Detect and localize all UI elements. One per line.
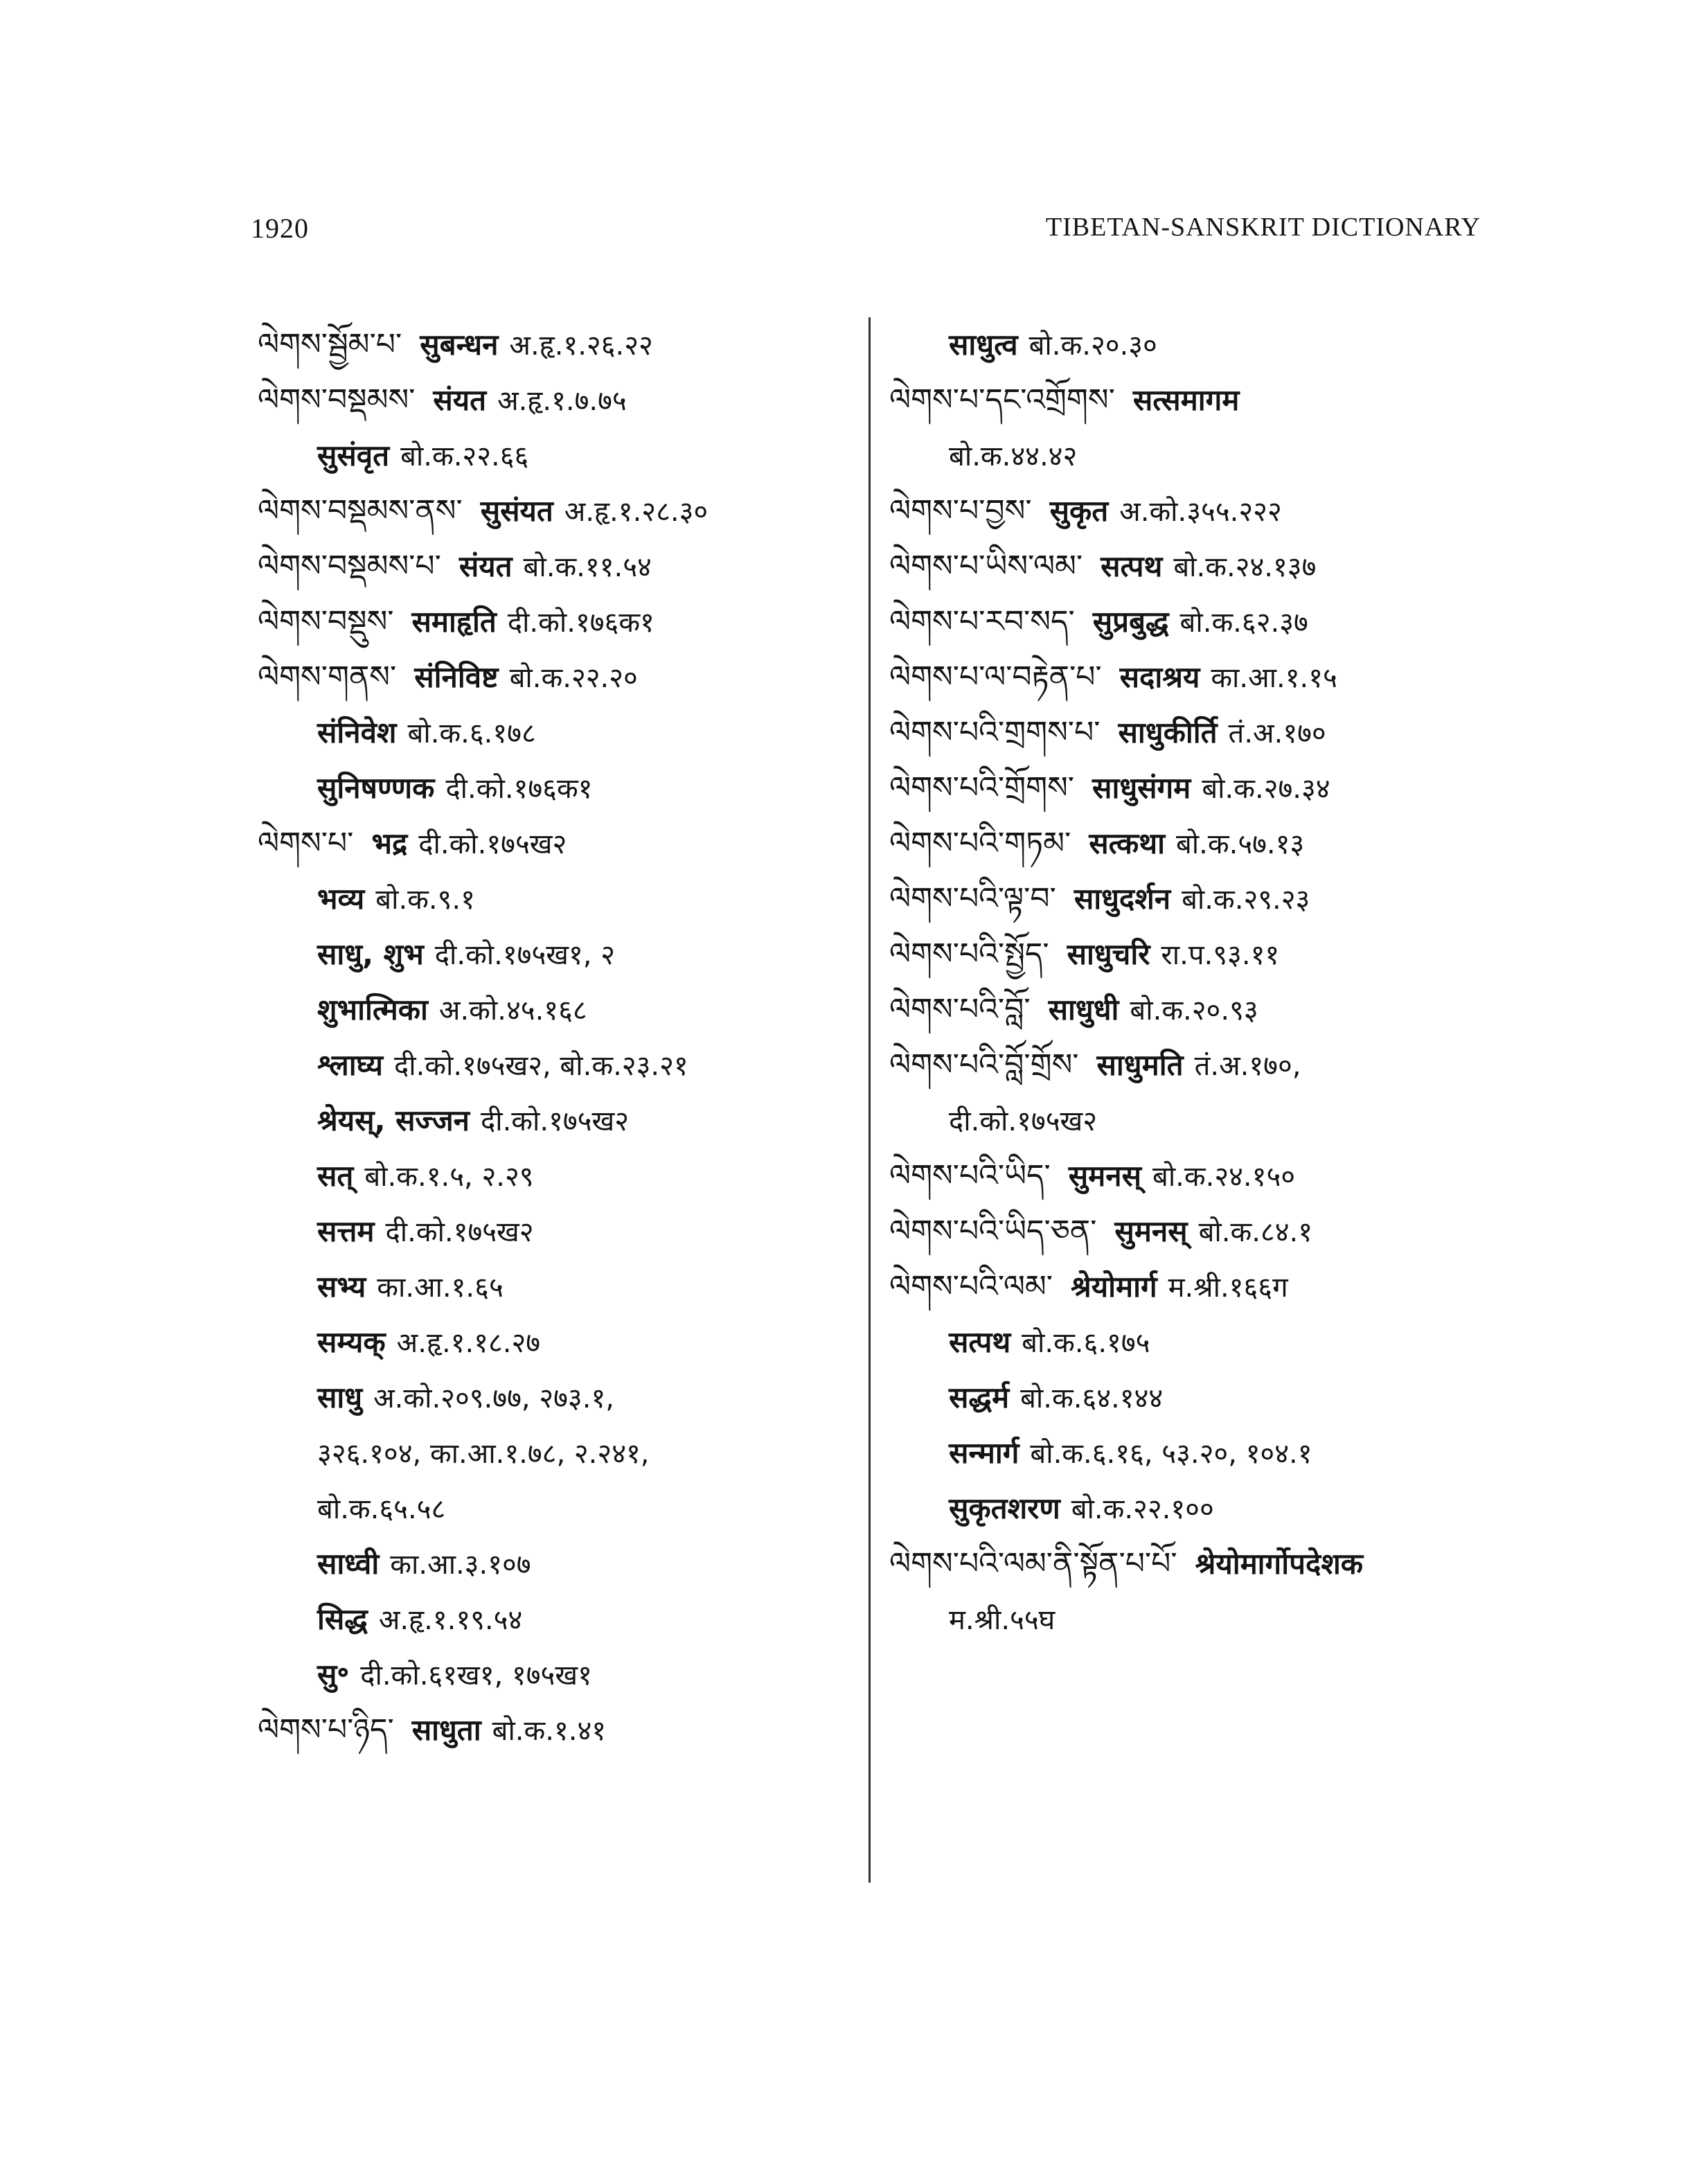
source-reference: दी.को.१७६क१ (445, 773, 593, 805)
dictionary-entry (258, 373, 867, 428)
tibetan-headword: ལེགས་པ་རབ་སད་ (889, 604, 1075, 639)
dictionary-entry (889, 816, 1513, 871)
dictionary-entry (889, 1259, 1513, 1315)
source-reference: अ.हृ.१.२८.३० (564, 496, 709, 528)
source-reference: अ.हृ.१.१८.२७ (396, 1327, 541, 1359)
sanskrit-equivalent: सुमनस् (1114, 1214, 1188, 1248)
source-reference: दी.को.६१ख१, १७५ख१ (360, 1660, 592, 1692)
sanskrit-equivalent: सुप्रबुद्ध (1092, 605, 1169, 639)
left-column (258, 317, 867, 1758)
dictionary-entry (889, 539, 1513, 594)
dictionary-entry (889, 1481, 1513, 1536)
tibetan-headword: ལེགས་པའི་ལམ་ནི་སྟོན་པ་པོ་ (889, 1546, 1177, 1581)
sanskrit-equivalent: साधु, शुभ (317, 937, 424, 971)
sanskrit-equivalent: संनिवेश (317, 716, 397, 749)
dictionary-entry (258, 705, 867, 761)
right-column (889, 317, 1513, 1647)
source-reference: बो.क.१.५, २.२९ (364, 1161, 534, 1193)
source-reference: बो.क.२४.१५० (1152, 1161, 1296, 1193)
tibetan-headword: ལེགས་གནས་ (258, 659, 397, 695)
source-reference: अ.हृ.१.२६.२२ (509, 330, 653, 362)
source-reference: अ.हृ.१.१९.५४ (378, 1604, 523, 1636)
sanskrit-equivalent: संनिविष्ट (414, 660, 499, 694)
dictionary-entry (258, 871, 867, 927)
dictionary-entry (258, 1592, 867, 1647)
source-reference: बो.क.२४.१३७ (1173, 551, 1317, 583)
sanskrit-equivalent: संयत (433, 383, 487, 417)
tibetan-headword: ལེགས་བསྡམས་ (258, 382, 416, 418)
tibetan-headword: ལེགས་པ་ (258, 826, 354, 861)
dictionary-entry (258, 982, 867, 1038)
source-reference: बो.क.९.१ (375, 884, 475, 916)
sanskrit-equivalent: साध्वी (317, 1547, 380, 1581)
tibetan-headword: ལེགས་པའི་སྤྱོད་ (889, 936, 1049, 972)
dictionary-entry (258, 1536, 867, 1592)
source-reference: दी.को.१७६क१ (507, 607, 654, 639)
source-reference: का.आ.१.१५ (1211, 662, 1337, 694)
sanskrit-equivalent: सत् (317, 1159, 354, 1193)
sanskrit-equivalent: सुमनस् (1068, 1159, 1141, 1193)
running-head: TIBETAN-SANSKRIT DICTIONARY (1045, 213, 1481, 242)
source-reference: बो.क.६५.५८ (317, 1493, 446, 1525)
sanskrit-equivalent: सत्पथ (949, 1325, 1011, 1359)
sanskrit-equivalent: श्रेयोमार्गोपदेशक (1195, 1547, 1364, 1581)
sanskrit-equivalent: साधुमति (1096, 1048, 1184, 1082)
source-reference: तं.अ.१७०, (1194, 1050, 1301, 1082)
sanskrit-equivalent: सुसंवृत (317, 438, 390, 472)
dictionary-entry (258, 927, 867, 982)
source-reference: बो.क.६.१६, ५३.२०, १०४.१ (1030, 1438, 1312, 1470)
dictionary-entry (889, 1148, 1513, 1204)
dictionary-entry (889, 483, 1513, 539)
dictionary-entry (258, 483, 867, 539)
sanskrit-equivalent: साधुधी (1048, 993, 1119, 1027)
dictionary-entry (258, 1426, 867, 1481)
dictionary-entry (258, 1204, 867, 1259)
source-reference: बो.क.२०.३० (1028, 330, 1157, 362)
dictionary-entry (258, 539, 867, 594)
dictionary-entry (889, 428, 1513, 483)
source-reference: बो.क.२२.२० (509, 662, 638, 694)
sanskrit-equivalent: साधुता (411, 1713, 481, 1747)
dictionary-entry (258, 1148, 867, 1204)
dictionary-entry (889, 1204, 1513, 1259)
dictionary-entry (258, 816, 867, 871)
tibetan-headword: ལེགས་པ་ཡིས་ལམ་ (889, 549, 1083, 584)
sanskrit-equivalent: श्रेयोमार्ग (1071, 1270, 1157, 1304)
dictionary-entry (258, 1315, 867, 1370)
dictionary-entry (889, 317, 1513, 373)
dictionary-entry (889, 373, 1513, 428)
tibetan-headword: ལེགས་པ་བྱས་ (889, 493, 1032, 529)
sanskrit-equivalent: सु॰ (317, 1658, 350, 1692)
dictionary-entry (889, 982, 1513, 1038)
source-reference: बो.क.११.५४ (523, 551, 652, 583)
dictionary-entry (889, 1536, 1513, 1592)
source-reference: बो.क.२०.९३ (1130, 995, 1258, 1027)
sanskrit-equivalent: सत्पथ (1101, 549, 1163, 583)
tibetan-headword: ལེགས་བསྡམས་པ་ (258, 549, 441, 584)
dictionary-entry (889, 1315, 1513, 1370)
source-reference: बो.क.६.१७५ (1022, 1327, 1150, 1359)
source-reference: बो.क.१.४१ (492, 1715, 607, 1747)
source-reference: बो.क.८४.१ (1198, 1216, 1313, 1248)
dictionary-entry (889, 1370, 1513, 1426)
sanskrit-equivalent: सत्तम (317, 1214, 375, 1248)
source-reference: दी.को.१७५ख२, बो.क.२३.२१ (393, 1050, 688, 1082)
source-reference: अ.को.४५.१६८ (438, 995, 587, 1027)
sanskrit-equivalent: साधुचरि (1067, 937, 1150, 971)
sanskrit-equivalent: सुकृत (1049, 494, 1109, 528)
dictionary-entry (258, 1370, 867, 1426)
sanskrit-equivalent: सुकृतशरण (949, 1491, 1060, 1525)
tibetan-headword: ལེགས་པའི་གྲོགས་ (889, 770, 1075, 806)
source-reference: म.श्री.५५घ (949, 1604, 1056, 1636)
tibetan-headword: ལེགས་བསྡུས་ (258, 604, 394, 639)
dictionary-entry (258, 1647, 867, 1703)
dictionary-entry (258, 594, 867, 650)
page-number: 1920 (251, 213, 309, 244)
sanskrit-equivalent: सत्कथा (1089, 826, 1165, 860)
sanskrit-equivalent: भद्र (371, 826, 408, 860)
sanskrit-equivalent: सुसंयत (480, 494, 553, 528)
dictionary-entry (889, 871, 1513, 927)
tibetan-headword: ལེགས་པ་ལ་བརྟེན་པ་ (889, 659, 1102, 695)
dictionary-entry (258, 317, 867, 373)
tibetan-headword: ལེགས་སྦྱོམ་པ་ (258, 327, 402, 362)
sanskrit-equivalent: सिद्ध (317, 1602, 368, 1636)
sanskrit-equivalent: साधुदर्शन (1074, 882, 1171, 916)
source-reference: दी.को.१७५ख१, २ (434, 939, 616, 971)
source-reference: अ.हृ.१.७.७५ (497, 385, 627, 417)
dictionary-entry (889, 1038, 1513, 1093)
sanskrit-equivalent: श्लाघ्य (317, 1048, 383, 1082)
dictionary-entry (258, 1259, 867, 1315)
sanskrit-equivalent: सुबन्धन (420, 328, 499, 362)
dictionary-entry (889, 650, 1513, 705)
sanskrit-equivalent: सत्समागम (1132, 383, 1240, 417)
dictionary-entry (889, 1426, 1513, 1481)
dictionary-entry (258, 1703, 867, 1758)
sanskrit-equivalent: सन्मार्ग (949, 1436, 1019, 1470)
source-reference: का.आ.३.१०७ (390, 1549, 531, 1581)
tibetan-headword: ལེགས་བསྡམས་ནས་ (258, 493, 463, 529)
source-reference: बो.क.५७.१३ (1175, 828, 1305, 860)
tibetan-headword: ལེགས་པའི་ལམ་ (889, 1269, 1053, 1304)
dictionary-entry (258, 1093, 867, 1148)
sanskrit-equivalent: साधुत्व (949, 328, 1018, 362)
dictionary-entry (889, 927, 1513, 982)
dictionary-entry (889, 594, 1513, 650)
source-reference: अ.को.३५५.२२२ (1119, 496, 1282, 528)
source-reference: दी.को.१७५ख२ (385, 1216, 534, 1248)
sanskrit-equivalent: साधुसंगम (1092, 771, 1191, 805)
dictionary-entry (889, 705, 1513, 761)
source-reference: बो.क.४४.४२ (949, 441, 1078, 472)
source-reference: अ.को.२०९.७७, २७३.१, (373, 1383, 614, 1414)
tibetan-headword: ལེགས་པ་ཉིད་ (258, 1712, 394, 1748)
tibetan-headword: ལེགས་པའི་གཏམ་ (889, 826, 1071, 861)
sanskrit-equivalent: संयत (458, 549, 513, 583)
tibetan-headword: ལེགས་པའི་བློ་ (889, 992, 1031, 1027)
source-reference: म.श्री.१६६ग (1168, 1272, 1288, 1304)
sanskrit-equivalent: साधु (317, 1380, 363, 1414)
source-reference: बो.क.६२.३७ (1179, 607, 1308, 639)
sanskrit-equivalent: श्रेयस्, सज्जन (317, 1103, 470, 1137)
tibetan-headword: ལེགས་པའི་བློ་གྲོས་ (889, 1047, 1079, 1083)
dictionary-entry (258, 761, 867, 816)
source-reference: बो.क.६.१७८ (407, 718, 536, 749)
dictionary-entry (258, 428, 867, 483)
dictionary-entry (258, 650, 867, 705)
tibetan-headword: ལེགས་པའི་ཡིད་ (889, 1158, 1051, 1193)
tibetan-headword: ལེགས་པའི་གྲགས་པ་ (889, 715, 1101, 750)
dictionary-entry (889, 761, 1513, 816)
sanskrit-equivalent: समाहृति (411, 605, 497, 639)
sanskrit-equivalent: शुभात्मिका (317, 993, 428, 1027)
source-reference: ३२६.१०४, का.आ.१.७८, २.२४१, (317, 1438, 650, 1470)
dictionary-entry (889, 1592, 1513, 1647)
dictionary-entry (258, 1481, 867, 1536)
tibetan-headword: ལེགས་པའི་ཡིད་ཅན་ (889, 1214, 1097, 1249)
tibetan-headword: ལེགས་པའི་ལྟ་བ་ (889, 881, 1056, 916)
sanskrit-equivalent: भव्य (317, 882, 365, 916)
source-reference: रा.प.९३.११ (1161, 939, 1280, 971)
sanskrit-equivalent: सुनिषण्णक (317, 771, 435, 805)
dictionary-entry (258, 1038, 867, 1093)
source-reference: दी.को.१७५ख२ (480, 1106, 629, 1137)
source-reference: बो.क.२२.६६ (400, 441, 529, 472)
tibetan-headword: ལེགས་པ་དང་འགྲོགས་ (889, 382, 1115, 418)
sanskrit-equivalent: सभ्य (317, 1270, 366, 1304)
sanskrit-equivalent: सदाश्रय (1119, 660, 1200, 694)
sanskrit-equivalent: सद्धर्म (949, 1380, 1010, 1414)
dictionary-entry (889, 1093, 1513, 1148)
source-reference: बो.क.२२.१०० (1071, 1493, 1214, 1525)
source-reference: बो.क.२९.२३ (1182, 884, 1310, 916)
column-divider (869, 317, 871, 1883)
source-reference: बो.क.२७.३४ (1202, 773, 1330, 805)
source-reference: बो.क.६४.१४४ (1020, 1383, 1164, 1414)
sanskrit-equivalent: साधुकीर्ति (1118, 716, 1218, 749)
source-reference: दी.को.१७५ख२ (418, 828, 567, 860)
source-reference: का.आ.१.६५ (377, 1272, 504, 1304)
source-reference: तं.अ.१७० (1228, 718, 1326, 749)
source-reference: दी.को.१७५ख२ (949, 1106, 1098, 1137)
sanskrit-equivalent: सम्यक् (317, 1325, 386, 1359)
